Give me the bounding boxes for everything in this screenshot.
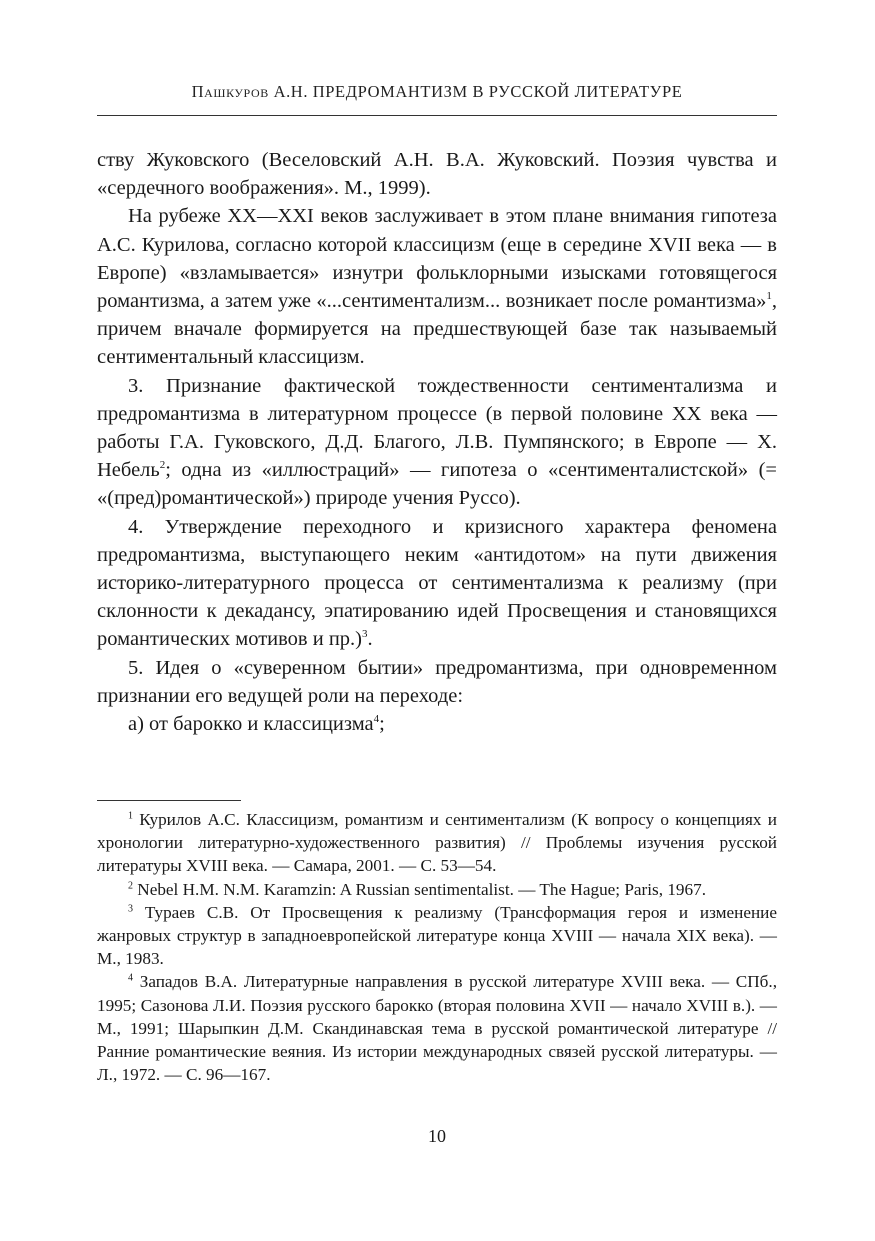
- footnote-3-number: 3: [128, 903, 133, 915]
- footnote-4-text: Западов В.А. Литературные направления в русской литературе XVIII века. — СПб., 1995; Сазонова Л.И. Поэзия русского барокко (вторая половина XVII — начало XVIII в.). — М., 1991; Шарыпкин Д.М. Скандинавская тема в русской романтической литературе // Ранние романтические веяния. Из истории международных связей русской литературы. — Л., 1972. — С. 96—167.: [97, 972, 777, 1085]
- paragraph-4-text-a: 4. Утверждение переходного и кризисного характера феномена предромантизма, выступающего неким «антидотом» на пути движения историко-литературного процесса от сентиментализма к реализму (при склонности к декадансу, эпатированию идей Просвещения и становящихся романтических мотивов и пр.): [97, 515, 777, 651]
- paragraph-4-text-b: .: [367, 628, 373, 651]
- main-text: [97, 146, 777, 738]
- running-head-title: А.Н. ПРЕДРОМАНТИЗМ В РУССКОЙ ЛИТЕРАТУРЕ: [273, 82, 683, 101]
- paragraph-2: [97, 202, 777, 371]
- footnote-4: [97, 970, 777, 1086]
- paragraph-4: [97, 513, 777, 654]
- footnote-4-number: 4: [128, 972, 133, 984]
- footnote-3: [97, 901, 777, 971]
- footnote-2: [97, 878, 777, 901]
- paragraph-6-text-a: а) от барокко и классицизма: [128, 713, 374, 736]
- footnotes: [97, 808, 777, 1086]
- footnote-3-text: Тураев С.В. От Просвещения к реализму (Трансформация героя и изменение жанровых структур в западноевропейской литературе конца XVIII — начала XIX века). — М., 1983.: [97, 902, 777, 969]
- paragraph-3-text-a: 3. Признание фактической тождественности сентиментализма и предромантизма в литературном процессе (в первой половине XX века — работы Г.А. Гуковского, Д.Д. Благого, Л.В. Пумпянского; в Европе — Х. Небель: [97, 374, 777, 482]
- footnote-ref-2: 2: [159, 459, 166, 472]
- footnote-rule: [97, 800, 241, 801]
- footnote-2-number: 2: [128, 879, 133, 891]
- paragraph-1: ству Жуковского (Веселовский А.Н. В.А. Жуковский. Поэзия чувства и «сердечного воображения». М., 1999).: [97, 149, 777, 200]
- paragraph-6-text-b: ;: [379, 713, 385, 736]
- paragraph-2-text-a: На рубеже XX—XXI веков заслуживает в этом плане внимания гипотеза А.С. Курилова, согласно которой классицизм (еще в середине XVII века — в Европе) «взламывается» изнутри фольклорными изысками готовящегося романтизма, а затем уже «...сентиментализм... возникает после романтизма»: [97, 205, 777, 313]
- header-rule: [97, 115, 777, 116]
- footnote-ref-4: 4: [373, 713, 380, 726]
- footnote-1-text: Курилов А.С. Классицизм, романтизм и сентиментализм (К вопросу о концепциях и хронологии литературно-художественного развития) // Проблемы изучения русской литературы XVIII века. — Самара, 2001. — С. 53—54.: [97, 810, 777, 876]
- footnote-1: [97, 808, 777, 878]
- paragraph-6: [97, 710, 777, 738]
- book-page: [97, 0, 777, 1241]
- running-head: [97, 82, 777, 102]
- footnote-2-text: Nebel H.M. N.M. Karamzin: A Russian sentimentalist. — The Hague; Paris, 1967.: [133, 879, 707, 899]
- footnote-1-number: 1: [128, 810, 133, 822]
- paragraph-3: [97, 372, 777, 513]
- paragraph-5: 5. Идея о «суверенном бытии» предромантизма, при одновременном признании его ведущей роли на переходе:: [97, 656, 777, 707]
- paragraph-3-text-b: ; одна из «иллюстраций» — гипотеза о «сентименталистской» (= «(пред)романтической») природе учения Руссо).: [97, 459, 777, 510]
- running-head-author: Пашкуров: [191, 82, 269, 101]
- page-number: 10: [428, 1126, 446, 1146]
- footnote-ref-1: 1: [766, 290, 772, 303]
- footnote-ref-3: 3: [362, 628, 368, 641]
- paragraph-2-text-b: , причем вначале формируется на предшествующей базе так называемый сентиментальный классицизм.: [97, 290, 777, 369]
